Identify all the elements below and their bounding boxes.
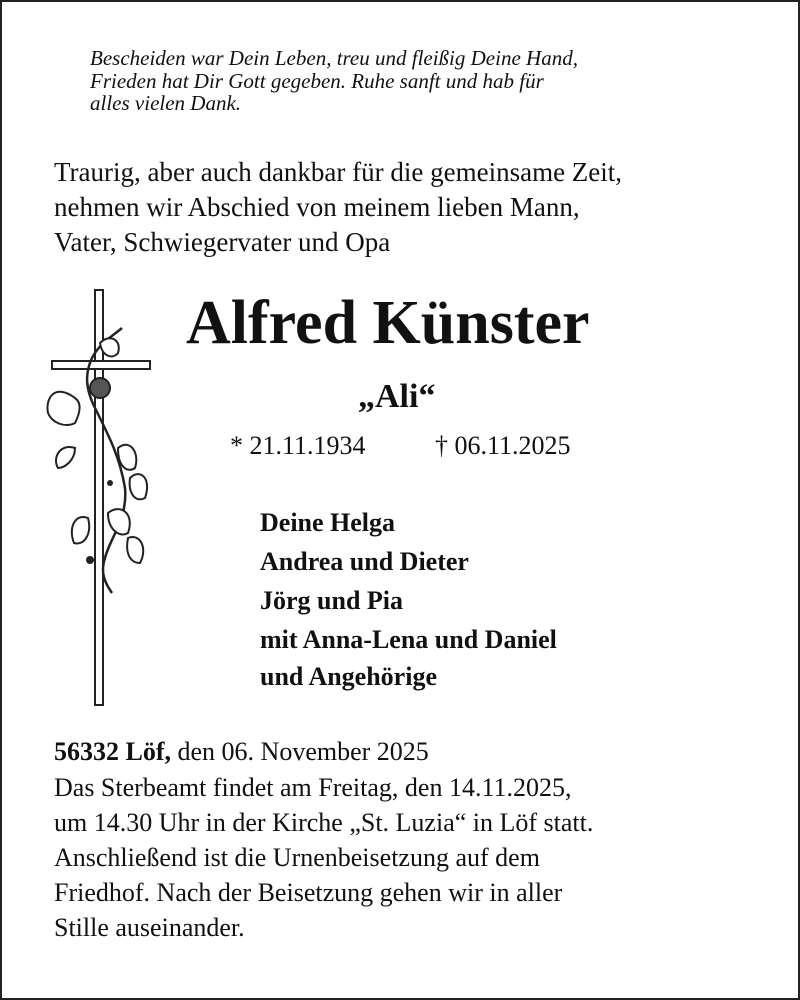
cross-with-rose-icon — [40, 288, 160, 713]
death-date: † 06.11.2025 — [435, 431, 571, 460]
mourner: mit Anna-Lena und Daniel — [260, 625, 557, 654]
mourner: und Angehörige — [260, 662, 437, 691]
notice-date: den 06. November 2025 — [171, 737, 429, 766]
birth-date: * 21.11.1934 — [230, 431, 366, 460]
service-line: Anschließend ist die Urnenbeisetzung auf dem — [54, 843, 540, 872]
mourner: Jörg und Pia — [260, 586, 404, 615]
mourner: Deine Helga — [260, 508, 396, 537]
intro-line: Vater, Schwiegervater und Opa — [54, 227, 391, 257]
intro-line: nehmen wir Abschied von meinem lieben Mann, — [54, 192, 580, 222]
verse-line: Bescheiden war Dein Leben, treu und fleißig Deine Hand, — [90, 46, 578, 70]
deceased-name: Alfred Künster — [186, 289, 590, 357]
service-info — [54, 770, 593, 945]
verse — [90, 47, 578, 115]
deceased-nickname: „Ali“ — [358, 378, 436, 415]
intro-line: Traurig, aber auch dankbar für die gemeinsame Zeit, — [54, 157, 623, 187]
service-line: um 14.30 Uhr in der Kirche „St. Luzia“ in Löf statt. — [54, 808, 594, 837]
place-date — [54, 735, 429, 769]
intro-text — [54, 155, 622, 260]
service-line: Das Sterbeamt findet am Freitag, den 14.11.2025, — [54, 773, 572, 802]
service-line: Friedhof. Nach der Beisetzung gehen wir in aller — [54, 878, 563, 907]
mourners-list — [260, 503, 557, 696]
service-line: Stille auseinander. — [54, 913, 245, 942]
verse-line: Frieden hat Dir Gott gegeben. Ruhe sanft und hab für — [90, 68, 544, 93]
verse-line: alles vielen Dank. — [90, 91, 242, 115]
place-location: 56332 Löf, — [54, 737, 171, 766]
mourner: Andrea und Dieter — [260, 547, 469, 576]
